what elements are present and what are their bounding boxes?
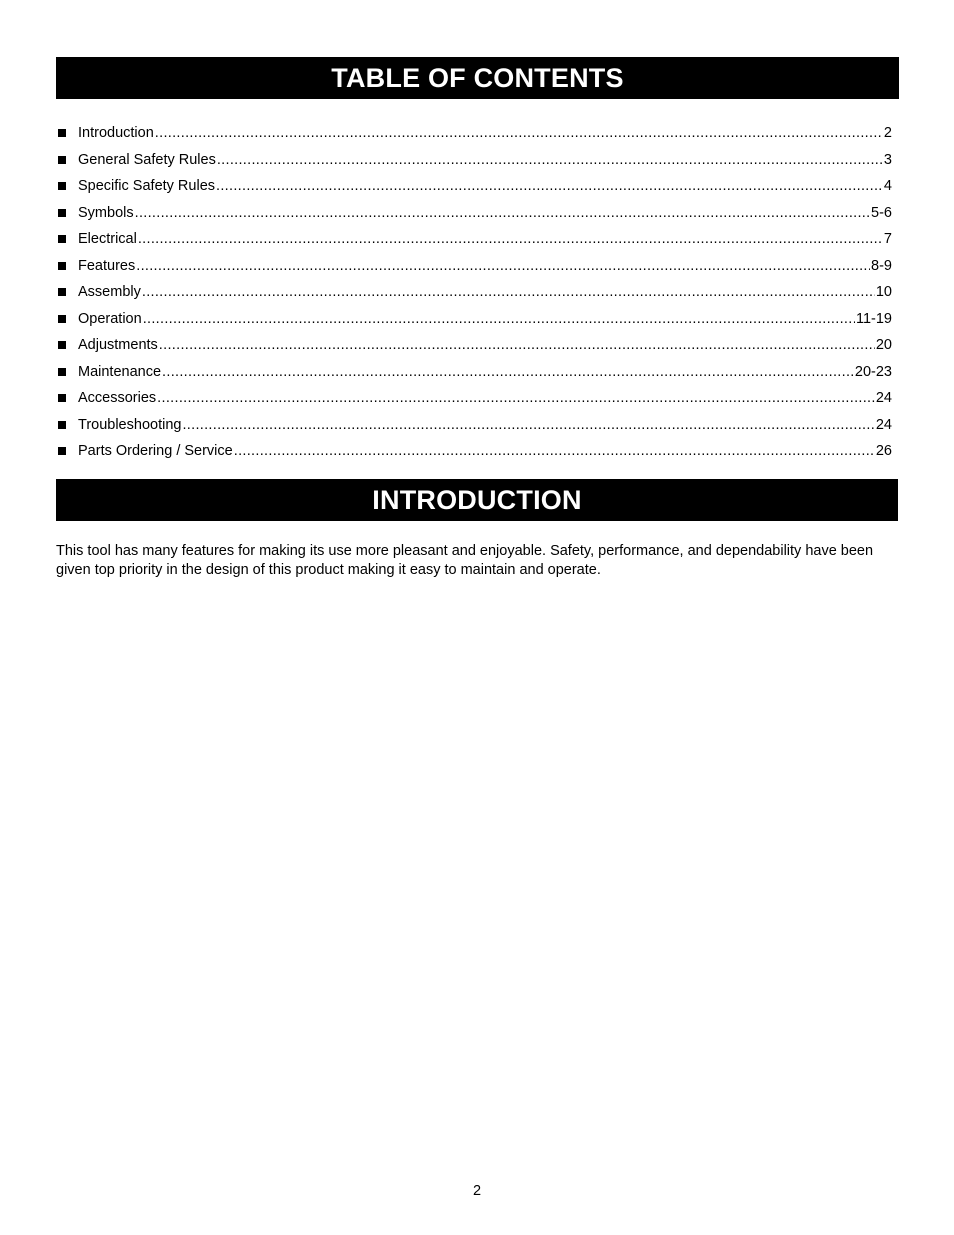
square-bullet-icon [58, 315, 66, 323]
toc-item[interactable] [56, 253, 892, 280]
toc-item-page: 24 [875, 416, 892, 433]
toc-heading [56, 57, 899, 99]
toc-item[interactable] [56, 359, 892, 386]
toc-item-title: General Safety Rules [78, 151, 216, 168]
toc-item-page: 5-6 [871, 204, 892, 221]
toc-heading-text: TABLE OF CONTENTS [331, 62, 624, 93]
toc-item-page: 10 [875, 284, 892, 300]
toc-dot-leader [216, 173, 883, 200]
square-bullet-icon [58, 288, 66, 296]
square-bullet-icon [58, 421, 66, 429]
toc-item-page: 24 [875, 390, 892, 406]
toc-item-title: Adjustments [78, 337, 158, 353]
toc-item[interactable] [56, 412, 892, 439]
toc-dot-leader [138, 226, 883, 253]
page-number: 2 [472, 1183, 482, 1199]
toc-item[interactable] [56, 200, 892, 227]
toc-item[interactable] [56, 226, 892, 253]
toc-dot-leader [234, 438, 875, 465]
toc-dot-leader [136, 253, 870, 280]
toc-item-page: 8-9 [871, 257, 892, 274]
square-bullet-icon [58, 182, 66, 190]
introduction-heading [56, 479, 898, 521]
toc-item-page: 3 [883, 151, 892, 168]
toc-item[interactable] [56, 279, 892, 306]
toc-item-title: Accessories [78, 390, 157, 406]
toc-item[interactable] [56, 438, 892, 465]
toc-item-page: 7 [883, 231, 892, 247]
toc-item-title: Specific Safety Rules [78, 178, 216, 194]
square-bullet-icon [58, 368, 66, 376]
toc-dot-leader [135, 200, 870, 227]
introduction-body: This tool has many features for making its use more pleasant and enjoyable. Safety, performance, and dependability have been given top priority in the design of this product making it easy to maintain and operate. [56, 543, 874, 578]
toc-item-title: Electrical [78, 231, 137, 247]
toc-item[interactable] [56, 147, 892, 174]
square-bullet-icon [58, 341, 66, 349]
toc-item-title: Introduction [78, 125, 154, 141]
toc-item-title: Troubleshooting [78, 416, 182, 433]
toc-item[interactable] [56, 332, 892, 359]
square-bullet-icon [58, 156, 66, 164]
introduction-heading-text: INTRODUCTION [372, 484, 582, 515]
toc-item-page: 20-23 [854, 363, 892, 380]
square-bullet-icon [58, 235, 66, 243]
square-bullet-icon [58, 394, 66, 402]
toc-item-page: 26 [875, 443, 892, 459]
toc-item[interactable] [56, 306, 892, 333]
toc-item-title: Assembly [78, 284, 141, 300]
toc-item-title: Features [78, 257, 136, 274]
toc-dot-leader [217, 147, 883, 174]
square-bullet-icon [58, 129, 66, 137]
toc-dot-leader [159, 332, 875, 359]
toc-item-title: Parts Ordering / Service [78, 443, 233, 459]
square-bullet-icon [58, 262, 66, 270]
toc-item-page: 11-19 [855, 310, 892, 327]
toc-dot-leader [143, 306, 855, 333]
toc-item-title: Operation [78, 310, 142, 327]
toc-list [56, 120, 892, 465]
toc-item-page: 4 [883, 178, 892, 194]
toc-dot-leader [142, 279, 875, 306]
toc-item-title: Maintenance [78, 363, 162, 380]
toc-item-page: 2 [883, 125, 892, 141]
toc-item-title: Symbols [78, 204, 134, 221]
square-bullet-icon [58, 209, 66, 217]
toc-item-page: 20 [875, 337, 892, 353]
toc-dot-leader [182, 412, 874, 439]
toc-item[interactable] [56, 173, 892, 200]
square-bullet-icon [58, 447, 66, 455]
toc-dot-leader [157, 385, 875, 412]
toc-dot-leader [162, 359, 854, 386]
toc-item[interactable] [56, 385, 892, 412]
toc-item[interactable] [56, 120, 892, 147]
toc-dot-leader [155, 120, 883, 147]
